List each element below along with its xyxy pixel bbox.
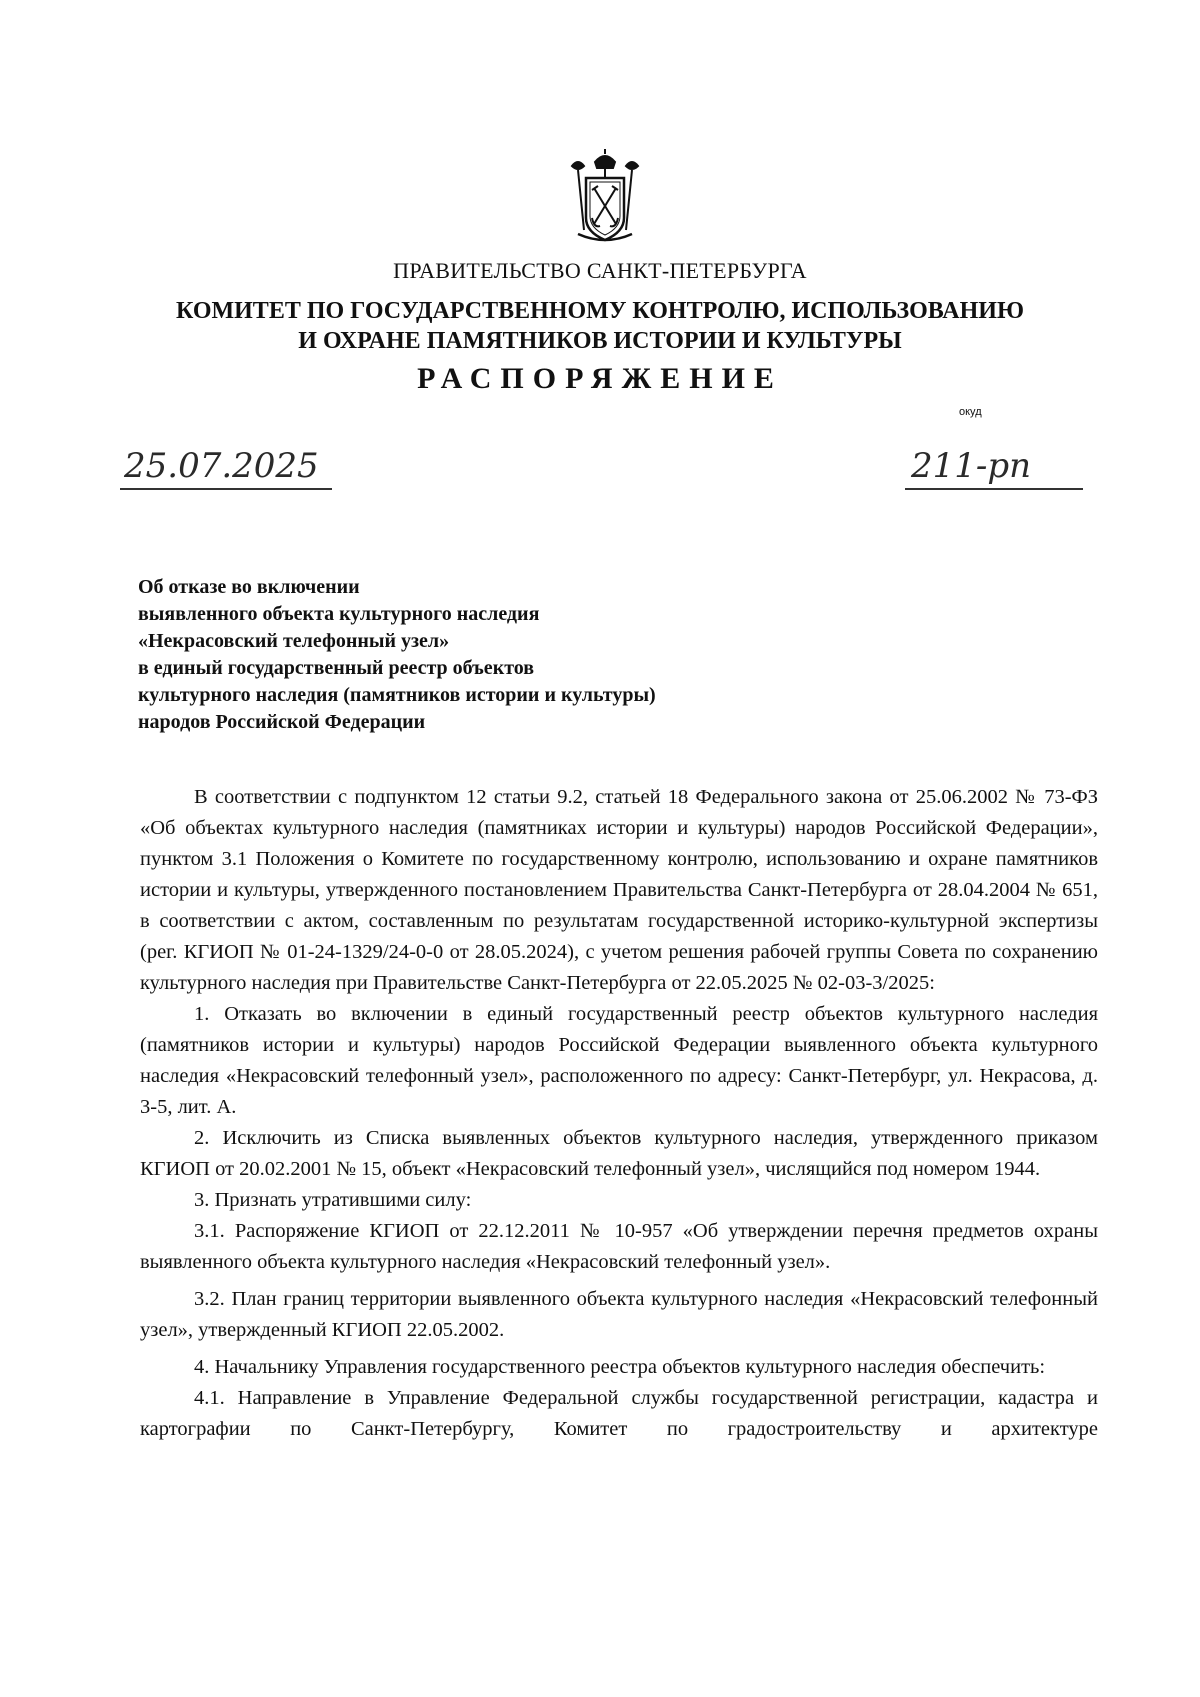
clause-4-1: 4.1. Направление в Управление Федеральной службы государственной регистрации, кадастра и картографии по Санкт-Петербургу, Комитет по градостроительству и архитектуре [140, 1387, 1098, 1440]
subject-line: выявленного объекта культурного наследия [138, 603, 540, 625]
committee-title-line-1: КОМИТЕТ ПО ГОСУДАРСТВЕННОМУ КОНТРОЛЮ, ИСПОЛЬЗОВАНИЮ [176, 298, 1024, 324]
date-underline [120, 488, 332, 490]
committee-title [0, 296, 1200, 356]
number-underline [905, 488, 1083, 490]
subject-line: «Некрасовский телефонный узел» [138, 630, 450, 652]
handwritten-date: 25.07.2025 [124, 446, 319, 486]
saint-petersburg-coat-of-arms-icon [568, 148, 642, 248]
document-subject [138, 574, 898, 736]
committee-title-line-2: И ОХРАНЕ ПАМЯТНИКОВ ИСТОРИИ И КУЛЬТУРЫ [298, 328, 902, 354]
clause-3-2: 3.2. План границ территории выявленного объекта культурного наследия «Некрасовский телефонный узел», утвержденный КГИОП 22.05.2002. [140, 1288, 1098, 1341]
clause-2: 2. Исключить из Списка выявленных объектов культурного наследия, утвержденного приказом КГИОП от 20.02.2001 № 15, объект «Некрасовский телефонный узел», числящийся под номером 1944. [140, 1127, 1098, 1180]
subject-line: народов Российской Федерации [138, 711, 426, 733]
subject-line: культурного наследия (памятников истории и культуры) [138, 684, 656, 706]
government-title: ПРАВИТЕЛЬСТВО САНКТ-ПЕТЕРБУРГА [393, 258, 807, 283]
subject-line: в единый государственный реестр объектов [138, 657, 535, 679]
handwritten-number: 211-рп [911, 446, 1032, 486]
clause-3: 3. Признать утратившими силу: [194, 1189, 472, 1211]
clause-3-1: 3.1. Распоряжение КГИОП от 22.12.2011 № 10-957 «Об утверждении перечня предметов охраны выявленного объекта культурного наследия «Некрасовский телефонный узел». [140, 1220, 1098, 1273]
subject-line: Об отказе во включении [138, 576, 360, 598]
document-type: РАСПОРЯЖЕНИЕ [417, 362, 783, 395]
clause-4: 4. Начальнику Управления государственного реестра объектов культурного наследия обеспечить: [194, 1356, 1046, 1378]
okud-label: окуд [959, 406, 982, 418]
document-body [140, 782, 1098, 1445]
clause-1: 1. Отказать во включении в единый государственный реестр объектов культурного наследия (памятников истории и культуры) народов Российской Федерации выявленного объекта культурного наследия «Некрасовский телефонный узел», расположенного по адресу: Санкт-Петербург, ул. Некрасова, д. 3-5, лит. А. [140, 1003, 1098, 1118]
preamble-paragraph: В соответствии с подпунктом 12 статьи 9.2, статьей 18 Федерального закона от 25.06.2002 № 73-ФЗ «Об объектах культурного наследия (памятниках истории и культуры) народов Российской Федерации», пунктом 3.1 Положения о Комитете по государственному контролю, использованию и охране памятников истории и культуры, утвержденного постановлением Правительства Санкт-Петербурга от 28.04.2004 № 651, в соответствии с актом, составленным по результатам государственной историко-культурной экспертизы (рег. КГИОП № 01-24-1329/24-0-0 от 28.05.2024), с учетом решения рабочей группы Совета по сохранению культурного наследия при Правительстве Санкт-Петербурга от 22.05.2025 № 02-03-3/2025: [140, 786, 1098, 994]
